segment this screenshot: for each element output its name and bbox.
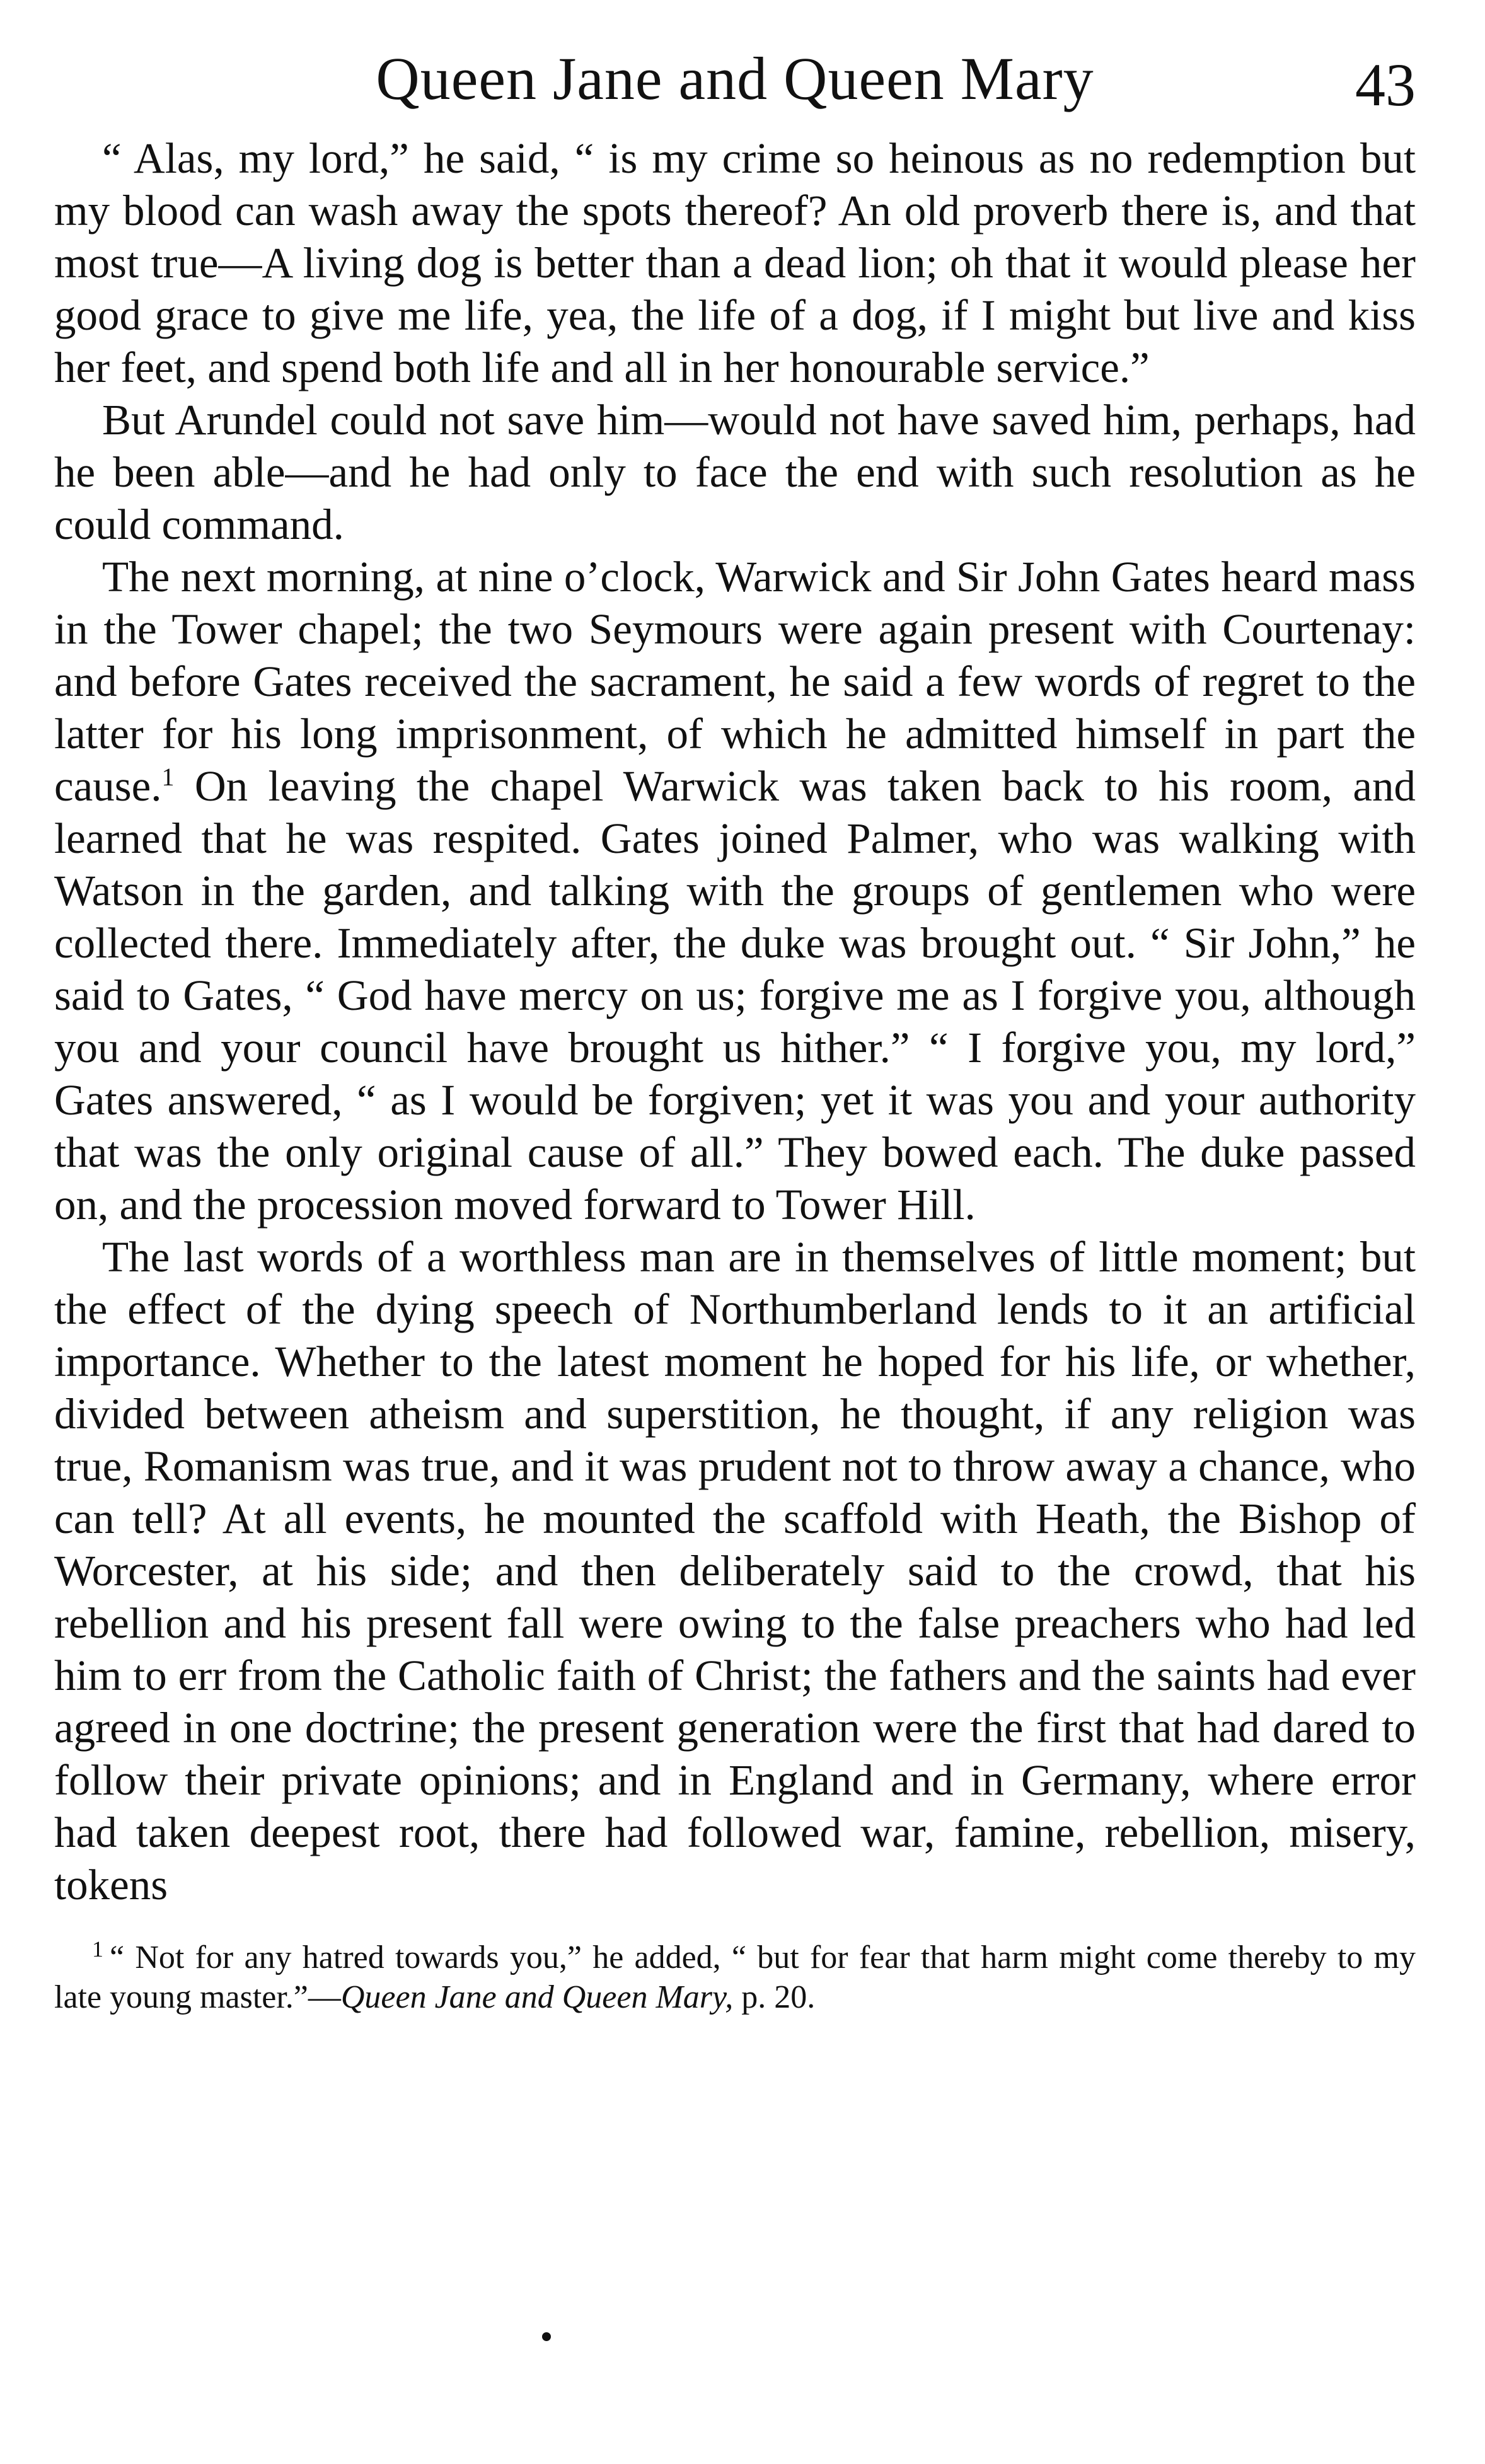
- footnote-reference: 1: [161, 763, 175, 791]
- footnote-text: “ Not for any hatred towards you,” he added, “ but for fear that harm might come thereby to my late young master.”—: [54, 1940, 1416, 2015]
- running-head: [54, 38, 1416, 132]
- book-page: [54, 38, 1416, 2017]
- paragraph-chapel-text: On leaving the chapel Warwick was taken back to his room, and learned that he was respited. Gates joined Palmer, who was walking with Watson in the garden, and talking with the groups of gentlemen who were collected there. Immediately after, the duke was brought out. “ Sir John,” he said to Gates, “ God have mercy on us; forgive me as I forgive you, although you and your council have brought us hither.” “ I forgive you, my lord,” Gates answered, “ as I would be forgiven; yet it was you and your authority that was the only original cause of all.” They bowed each. The duke passed on, and the procession moved forward to Tower Hill.: [54, 762, 1416, 1229]
- paragraph-last-words-text: The last words of a worthless man are in themselves of little moment; but the effect of the dying speech of Northumberland lends to it an artificial importance. Whether to the latest moment he hoped for his life, or whether, divided between atheism and superstition, he thought, if any religion was true, Romanism was true, and it was prudent not to throw away a chance, who can tell? At all events, he mounted the scaffold with Heath, the Bishop of Worcester, at his side; and then deliberately said to the crowd, that his rebellion and his present fall were owing to the false preachers who had led him to err from the Catholic faith of Christ; the fathers and the saints had ever agreed in one doctrine; the present generation were the first that had dared to follow their private opinions; and in England and in Germany, where error had taken deepest root, there had followed war, famine, rebellion, misery, tokens: [54, 1233, 1416, 1909]
- paragraph-next-morning: [54, 551, 1416, 1231]
- footnotes: [54, 1938, 1416, 2017]
- paragraph-last-words: [54, 1231, 1416, 1911]
- footnote-mark: 1: [92, 1936, 103, 1962]
- paragraph-quote-text: “ Alas, my lord,” he said, “ is my crime so heinous as no redemption but my blood can wash away the spots thereof? An old proverb there is, and that most true—A living dog is better than a dead lion; oh that it would please her good grace to give me life, yea, the life of a dog, if I might but live and kiss her feet, and spend both life and all in her honourable service.”: [54, 134, 1416, 391]
- paragraph-next-morning-text: The next morning, at nine o’clock, Warwick and Sir John Gates heard mass in the Tower chapel; the two Seymours were again present with Courtenay: and before Gates received the sacrament, he said a few words of regret to the latter for his long imprisonment, of which he admitted himself in part the cause.: [54, 553, 1416, 810]
- page-number: 43: [1355, 51, 1416, 119]
- running-title: Queen Jane and Queen Mary: [376, 45, 1094, 112]
- footnote-source: Queen Jane and Queen Mary,: [340, 1979, 734, 2015]
- footnote-1: [54, 1938, 1416, 2017]
- printer-dot-mark: [542, 2332, 551, 2341]
- paragraph-arundel: [54, 394, 1416, 551]
- footnote-page: p. 20.: [733, 1979, 816, 2015]
- paragraph-arundel-text: But Arundel could not save him—would not have saved him, perhaps, had he been able—and he had only to face the end with such resolution as he could command.: [54, 396, 1416, 548]
- body-text: [54, 132, 1416, 1911]
- paragraph-quote: [54, 132, 1416, 394]
